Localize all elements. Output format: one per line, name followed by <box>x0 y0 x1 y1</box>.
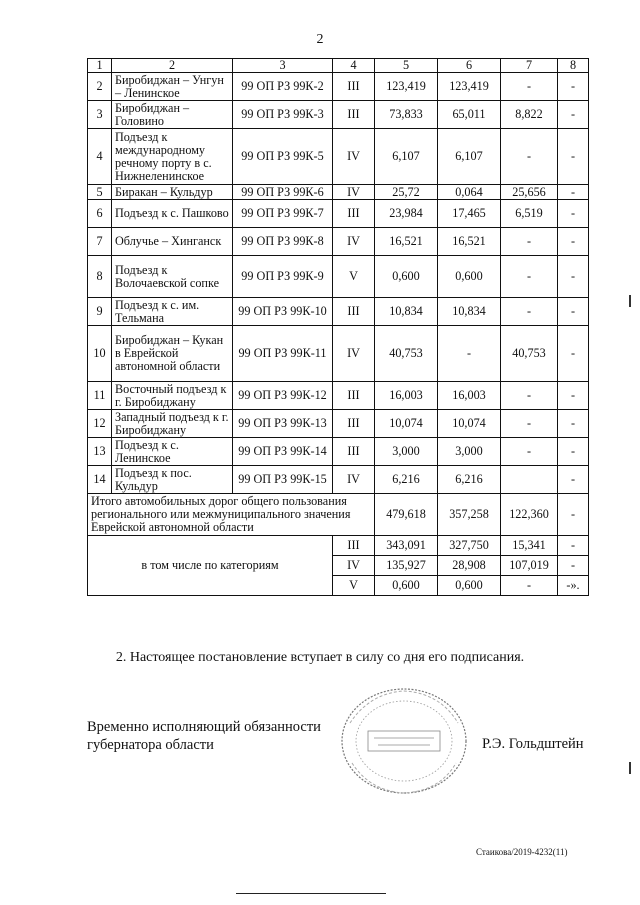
length-col7: 6,519 <box>501 200 558 228</box>
category-col6: 327,750 <box>438 536 501 556</box>
length-col8: - <box>558 326 589 382</box>
column-number-header: 1 <box>88 59 112 73</box>
row-number: 4 <box>88 129 112 185</box>
length-total: 10,074 <box>375 410 438 438</box>
road-name: Биробиджан – Головино <box>112 101 233 129</box>
column-number-header: 3 <box>233 59 333 73</box>
road-name: Подъезд к пос. Кульдур <box>112 466 233 494</box>
row-number: 3 <box>88 101 112 129</box>
road-category: III <box>333 410 375 438</box>
column-number-header: 6 <box>438 59 501 73</box>
length-col8: - <box>558 73 589 101</box>
column-number-header: 2 <box>112 59 233 73</box>
row-number: 8 <box>88 256 112 298</box>
column-number-header: 5 <box>375 59 438 73</box>
length-total: 73,833 <box>375 101 438 129</box>
table-row <box>88 410 589 438</box>
length-col6: 123,419 <box>438 73 501 101</box>
road-name: Облучье – Хинганск <box>112 228 233 256</box>
length-col7 <box>501 466 558 494</box>
table-row <box>88 200 589 228</box>
category-col8: -». <box>558 576 589 596</box>
length-col8: - <box>558 101 589 129</box>
scan-edge-mark <box>629 762 631 774</box>
length-col8: - <box>558 466 589 494</box>
length-col6: 17,465 <box>438 200 501 228</box>
road-code: 99 ОП РЗ 99К-3 <box>233 101 333 129</box>
category-name: V <box>333 576 375 596</box>
length-col6: 16,521 <box>438 228 501 256</box>
road-category: III <box>333 73 375 101</box>
category-col8: - <box>558 536 589 556</box>
road-category: IV <box>333 466 375 494</box>
road-category: IV <box>333 326 375 382</box>
length-col8: - <box>558 438 589 466</box>
table-row <box>88 438 589 466</box>
length-col7: - <box>501 228 558 256</box>
length-col8: - <box>558 228 589 256</box>
footer-code: Стаикова/2019-4232(11) <box>476 847 568 857</box>
length-col6: 10,074 <box>438 410 501 438</box>
table-row <box>88 73 589 101</box>
row-number: 12 <box>88 410 112 438</box>
row-number: 7 <box>88 228 112 256</box>
row-number: 10 <box>88 326 112 382</box>
signature-title-line2: губернатора области <box>87 737 214 753</box>
length-total: 40,753 <box>375 326 438 382</box>
length-total: 0,600 <box>375 256 438 298</box>
table-row <box>88 185 589 200</box>
length-col6: 10,834 <box>438 298 501 326</box>
road-name: Подъезд к с. им. Тельмана <box>112 298 233 326</box>
road-code: 99 ОП РЗ 99К-8 <box>233 228 333 256</box>
table-row <box>88 256 589 298</box>
length-col8: - <box>558 382 589 410</box>
length-total: 10,834 <box>375 298 438 326</box>
length-col7: - <box>501 382 558 410</box>
signature-title-line1: Временно исполняющий обязанности <box>87 719 321 735</box>
road-code: 99 ОП РЗ 99К-14 <box>233 438 333 466</box>
length-col7: 25,656 <box>501 185 558 200</box>
roads-table <box>87 58 589 596</box>
length-total: 16,003 <box>375 382 438 410</box>
road-code: 99 ОП РЗ 99К-12 <box>233 382 333 410</box>
row-number: 6 <box>88 200 112 228</box>
table-row <box>88 466 589 494</box>
length-col6: 0,064 <box>438 185 501 200</box>
length-col7: - <box>501 410 558 438</box>
road-name: Биробиджан – Унгун – Ленинское <box>112 73 233 101</box>
road-code: 99 ОП РЗ 99К-5 <box>233 129 333 185</box>
length-total: 25,72 <box>375 185 438 200</box>
road-code: 99 ОП РЗ 99К-6 <box>233 185 333 200</box>
road-category: IV <box>333 228 375 256</box>
length-col7: 8,822 <box>501 101 558 129</box>
length-col7: 40,753 <box>501 326 558 382</box>
road-code: 99 ОП РЗ 99К-9 <box>233 256 333 298</box>
road-code: 99 ОП РЗ 99К-2 <box>233 73 333 101</box>
total-length: 479,618 <box>375 494 438 536</box>
category-col7: 15,341 <box>501 536 558 556</box>
road-code: 99 ОП РЗ 99К-13 <box>233 410 333 438</box>
length-col8: - <box>558 298 589 326</box>
total-label: Итого автомобильных дорог общего пользования регионального или межмуниципального значения Еврейской автономной области <box>88 494 375 536</box>
category-col7: - <box>501 576 558 596</box>
length-total: 16,521 <box>375 228 438 256</box>
category-col7: 107,019 <box>501 556 558 576</box>
total-row <box>88 494 589 536</box>
row-number: 2 <box>88 73 112 101</box>
length-col8: - <box>558 185 589 200</box>
row-number: 14 <box>88 466 112 494</box>
category-name: IV <box>333 556 375 576</box>
header-row <box>88 59 589 73</box>
road-code: 99 ОП РЗ 99К-15 <box>233 466 333 494</box>
length-col8: - <box>558 410 589 438</box>
column-number-header: 8 <box>558 59 589 73</box>
road-name: Подъезд к Волочаевской сопке <box>112 256 233 298</box>
column-number-header: 7 <box>501 59 558 73</box>
road-code: 99 ОП РЗ 99К-7 <box>233 200 333 228</box>
length-total: 123,419 <box>375 73 438 101</box>
road-category: IV <box>333 185 375 200</box>
category-row <box>88 536 589 556</box>
official-stamp-image <box>330 683 480 803</box>
table-row <box>88 382 589 410</box>
signatory-name: Р.Э. Гольдштейн <box>482 736 584 752</box>
category-col8: - <box>558 556 589 576</box>
road-code: 99 ОП РЗ 99К-11 <box>233 326 333 382</box>
road-name: Подъезд к с. Пашково <box>112 200 233 228</box>
row-number: 5 <box>88 185 112 200</box>
road-name: Подъезд к с. Ленинское <box>112 438 233 466</box>
length-col6: 3,000 <box>438 438 501 466</box>
page-number: 2 <box>316 32 324 47</box>
road-name: Подъезд к международному речному порту в с. Нижнеленинское <box>112 129 233 185</box>
length-col7: - <box>501 73 558 101</box>
length-total: 23,984 <box>375 200 438 228</box>
signature-title <box>87 718 321 754</box>
road-category: III <box>333 382 375 410</box>
column-number-header: 4 <box>333 59 375 73</box>
row-number: 13 <box>88 438 112 466</box>
final-paragraph: 2. Настоящее постановление вступает в силу со дня его подписания. <box>115 650 525 665</box>
road-name: Западный подъезд к г. Биробиджану <box>112 410 233 438</box>
scan-edge-mark <box>629 295 631 307</box>
category-name: III <box>333 536 375 556</box>
table-row <box>88 101 589 129</box>
length-col7: - <box>501 438 558 466</box>
road-name: Биробиджан – Кукан в Еврейской автономной области <box>112 326 233 382</box>
length-col8: - <box>558 256 589 298</box>
total-col8: - <box>558 494 589 536</box>
road-category: IV <box>333 129 375 185</box>
length-col7: - <box>501 298 558 326</box>
road-category: III <box>333 101 375 129</box>
road-category: V <box>333 256 375 298</box>
length-col6: 6,216 <box>438 466 501 494</box>
table-row <box>88 326 589 382</box>
length-col8: - <box>558 129 589 185</box>
category-total: 0,600 <box>375 576 438 596</box>
length-col6: 16,003 <box>438 382 501 410</box>
category-total: 135,927 <box>375 556 438 576</box>
row-number: 11 <box>88 382 112 410</box>
category-col6: 0,600 <box>438 576 501 596</box>
category-col6: 28,908 <box>438 556 501 576</box>
length-col6: 6,107 <box>438 129 501 185</box>
length-col7: - <box>501 256 558 298</box>
length-total: 6,107 <box>375 129 438 185</box>
road-category: III <box>333 438 375 466</box>
road-category: III <box>333 298 375 326</box>
length-col6: 65,011 <box>438 101 501 129</box>
length-col7: - <box>501 129 558 185</box>
table-row <box>88 228 589 256</box>
length-col6: - <box>438 326 501 382</box>
road-name: Биракан – Кульдур <box>112 185 233 200</box>
road-category: III <box>333 200 375 228</box>
table-row <box>88 298 589 326</box>
road-code: 99 ОП РЗ 99К-10 <box>233 298 333 326</box>
road-name: Восточный подъезд к г. Биробиджану <box>112 382 233 410</box>
length-total: 3,000 <box>375 438 438 466</box>
length-col8: - <box>558 200 589 228</box>
total-col7: 122,360 <box>501 494 558 536</box>
footer-divider <box>236 893 386 894</box>
row-number: 9 <box>88 298 112 326</box>
total-col6: 357,258 <box>438 494 501 536</box>
length-col6: 0,600 <box>438 256 501 298</box>
table-row <box>88 129 589 185</box>
category-breakdown-label: в том числе по категориям <box>88 536 333 596</box>
length-total: 6,216 <box>375 466 438 494</box>
category-total: 343,091 <box>375 536 438 556</box>
